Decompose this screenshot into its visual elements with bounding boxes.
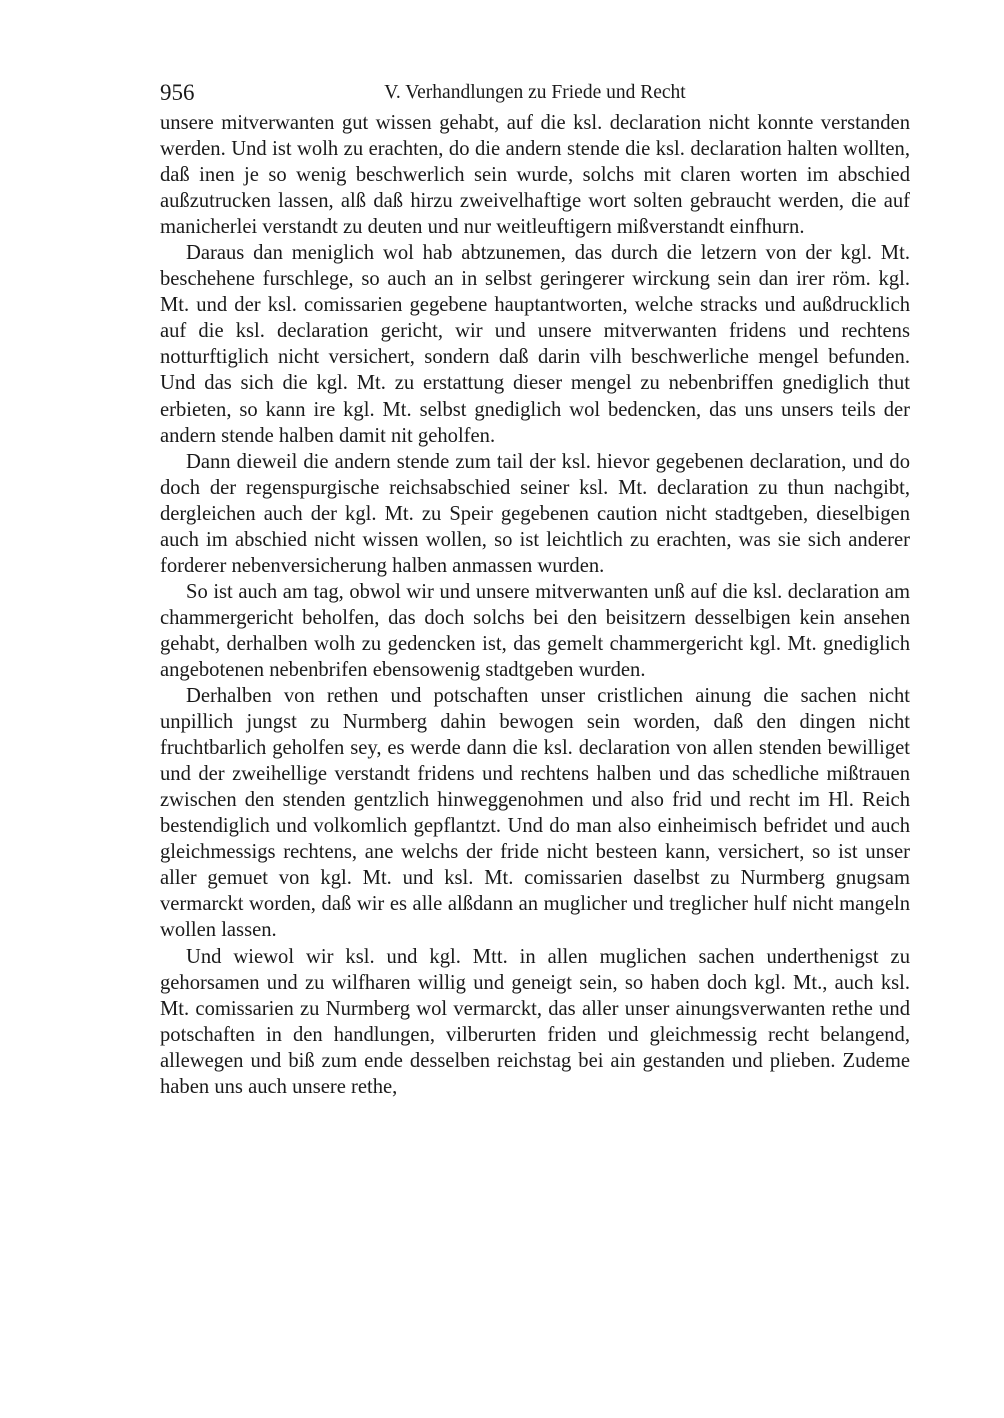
paragraph-5: Derhalben von rethen und potschaften unser cristlichen ainung die sachen nicht unpillich jungst zu Nurmberg dahin bewogen sein worden, daß den dingen nicht fruchtbarlich geholfen sey, es werde dann die ksl. declaration von allen stenden bewilliget und der zweihellige verstandt fridens und rechtens halben und das schedliche mißtrauen zwischen den stenden gentzlich hinweggenohmen und also frid und recht im Hl. Reich bestendiglich und volkomlich gepflantzt. Und do man also einheimisch befridet und auch gleichmessigs rechtens, ane welchs der fride nicht besteen kann, versichert, so ist unser aller gemuet von kgl. Mt. und ksl. Mt. comissarien daselbst zu Nurmberg gnugsam vermarckt worden, daß wir es alle alßdann an muglicher und treglicher hulf nicht mangeln wollen lassen.	[160, 685, 910, 942]
page-number: 956	[160, 80, 195, 105]
running-title: V. Verhandlungen zu Friede und Recht	[384, 82, 686, 103]
paragraph-3: Dann dieweil die andern stende zum tail der ksl. hievor gegebenen declaration, und do doch der regenspurgische reichsabschied seiner ksl. Mt. declaration zu thun nachgibt, dergleichen auch der kgl. Mt. zu Speir gegebenen caution nicht stadtgeben, dieselbigen auch im abschied nicht wissen wollen, so ist leichtlich zu erachten, was sie sich anderer forderer nebenversicherung halben anmassen wurden.	[160, 450, 910, 577]
document-page	[160, 78, 910, 1100]
paragraph-6: Und wiewol wir ksl. und kgl. Mtt. in allen muglichen sachen underthenigst zu gehorsamen und zu wilfharen willig und geneigt sein, so haben doch kgl. Mt., auch ksl. Mt. comissarien zu Nurmberg wol vermarckt, das aller unser ainungsverwanten rethe und potschaften in den handlungen, vilberurten friden und gleichmessig recht belangend, allewegen und biß zum ende desselben reichstag bei ain gestanden und plieben. Zudeme haben uns auch unsere rethe,	[160, 945, 910, 1098]
paragraph-4: So ist auch am tag, obwol wir und unsere mitverwanten unß auf die ksl. declaration am chammergericht beholfen, das doch solchs bei den beisitzern desselbigen kein ansehen gehabt, derhalben wolh zu gedencken ist, das gemelt chammergericht kgl. Mt. gnediglich angebotenen nebenbrifen ebensowenig stadtgeben wurden.	[160, 580, 910, 681]
paragraph-1: unsere mitverwanten gut wissen gehabt, auf die ksl. declaration nicht konnte verstanden werden. Und ist wolh zu erachten, do die andern stende die ksl. declaration halten wollten, daß inen je so wenig beschwerlich sein wurde, solchs mit claren worten im abschied außzutrucken lassen, alß daß hirzu zweivelhaftige wort solten gebraucht werden, die auf manicherlei verstandt zu deuten und nur weitleuftigern mißverstandt einfhurn.	[160, 112, 910, 239]
paragraph-2: Daraus dan meniglich wol hab abtzunemen, das durch die letzern von der kgl. Mt. beschehene furschlege, so auch an in selbst geringerer wirckung sein dan irer röm. kgl. Mt. und der ksl. comissarien gegebene hauptantworten, welche stracks und außdrucklich auf die ksl. declaration gericht, wir und unsere mitverwanten fridens und rechtens notturftiglich nicht versichert, sondern daß darin vilh beschwerliche mengel befunden. Und das sich die kgl. Mt. zu erstattung dieser mengel zu nebenbriffen gnediglich thut erbieten, so kann ire kgl. Mt. selbst gnediglich wol bedencken, das uns unsers teils der andern stende halben damit nit geholfen.	[160, 242, 910, 447]
body-text	[160, 110, 910, 1100]
running-header	[160, 78, 910, 110]
